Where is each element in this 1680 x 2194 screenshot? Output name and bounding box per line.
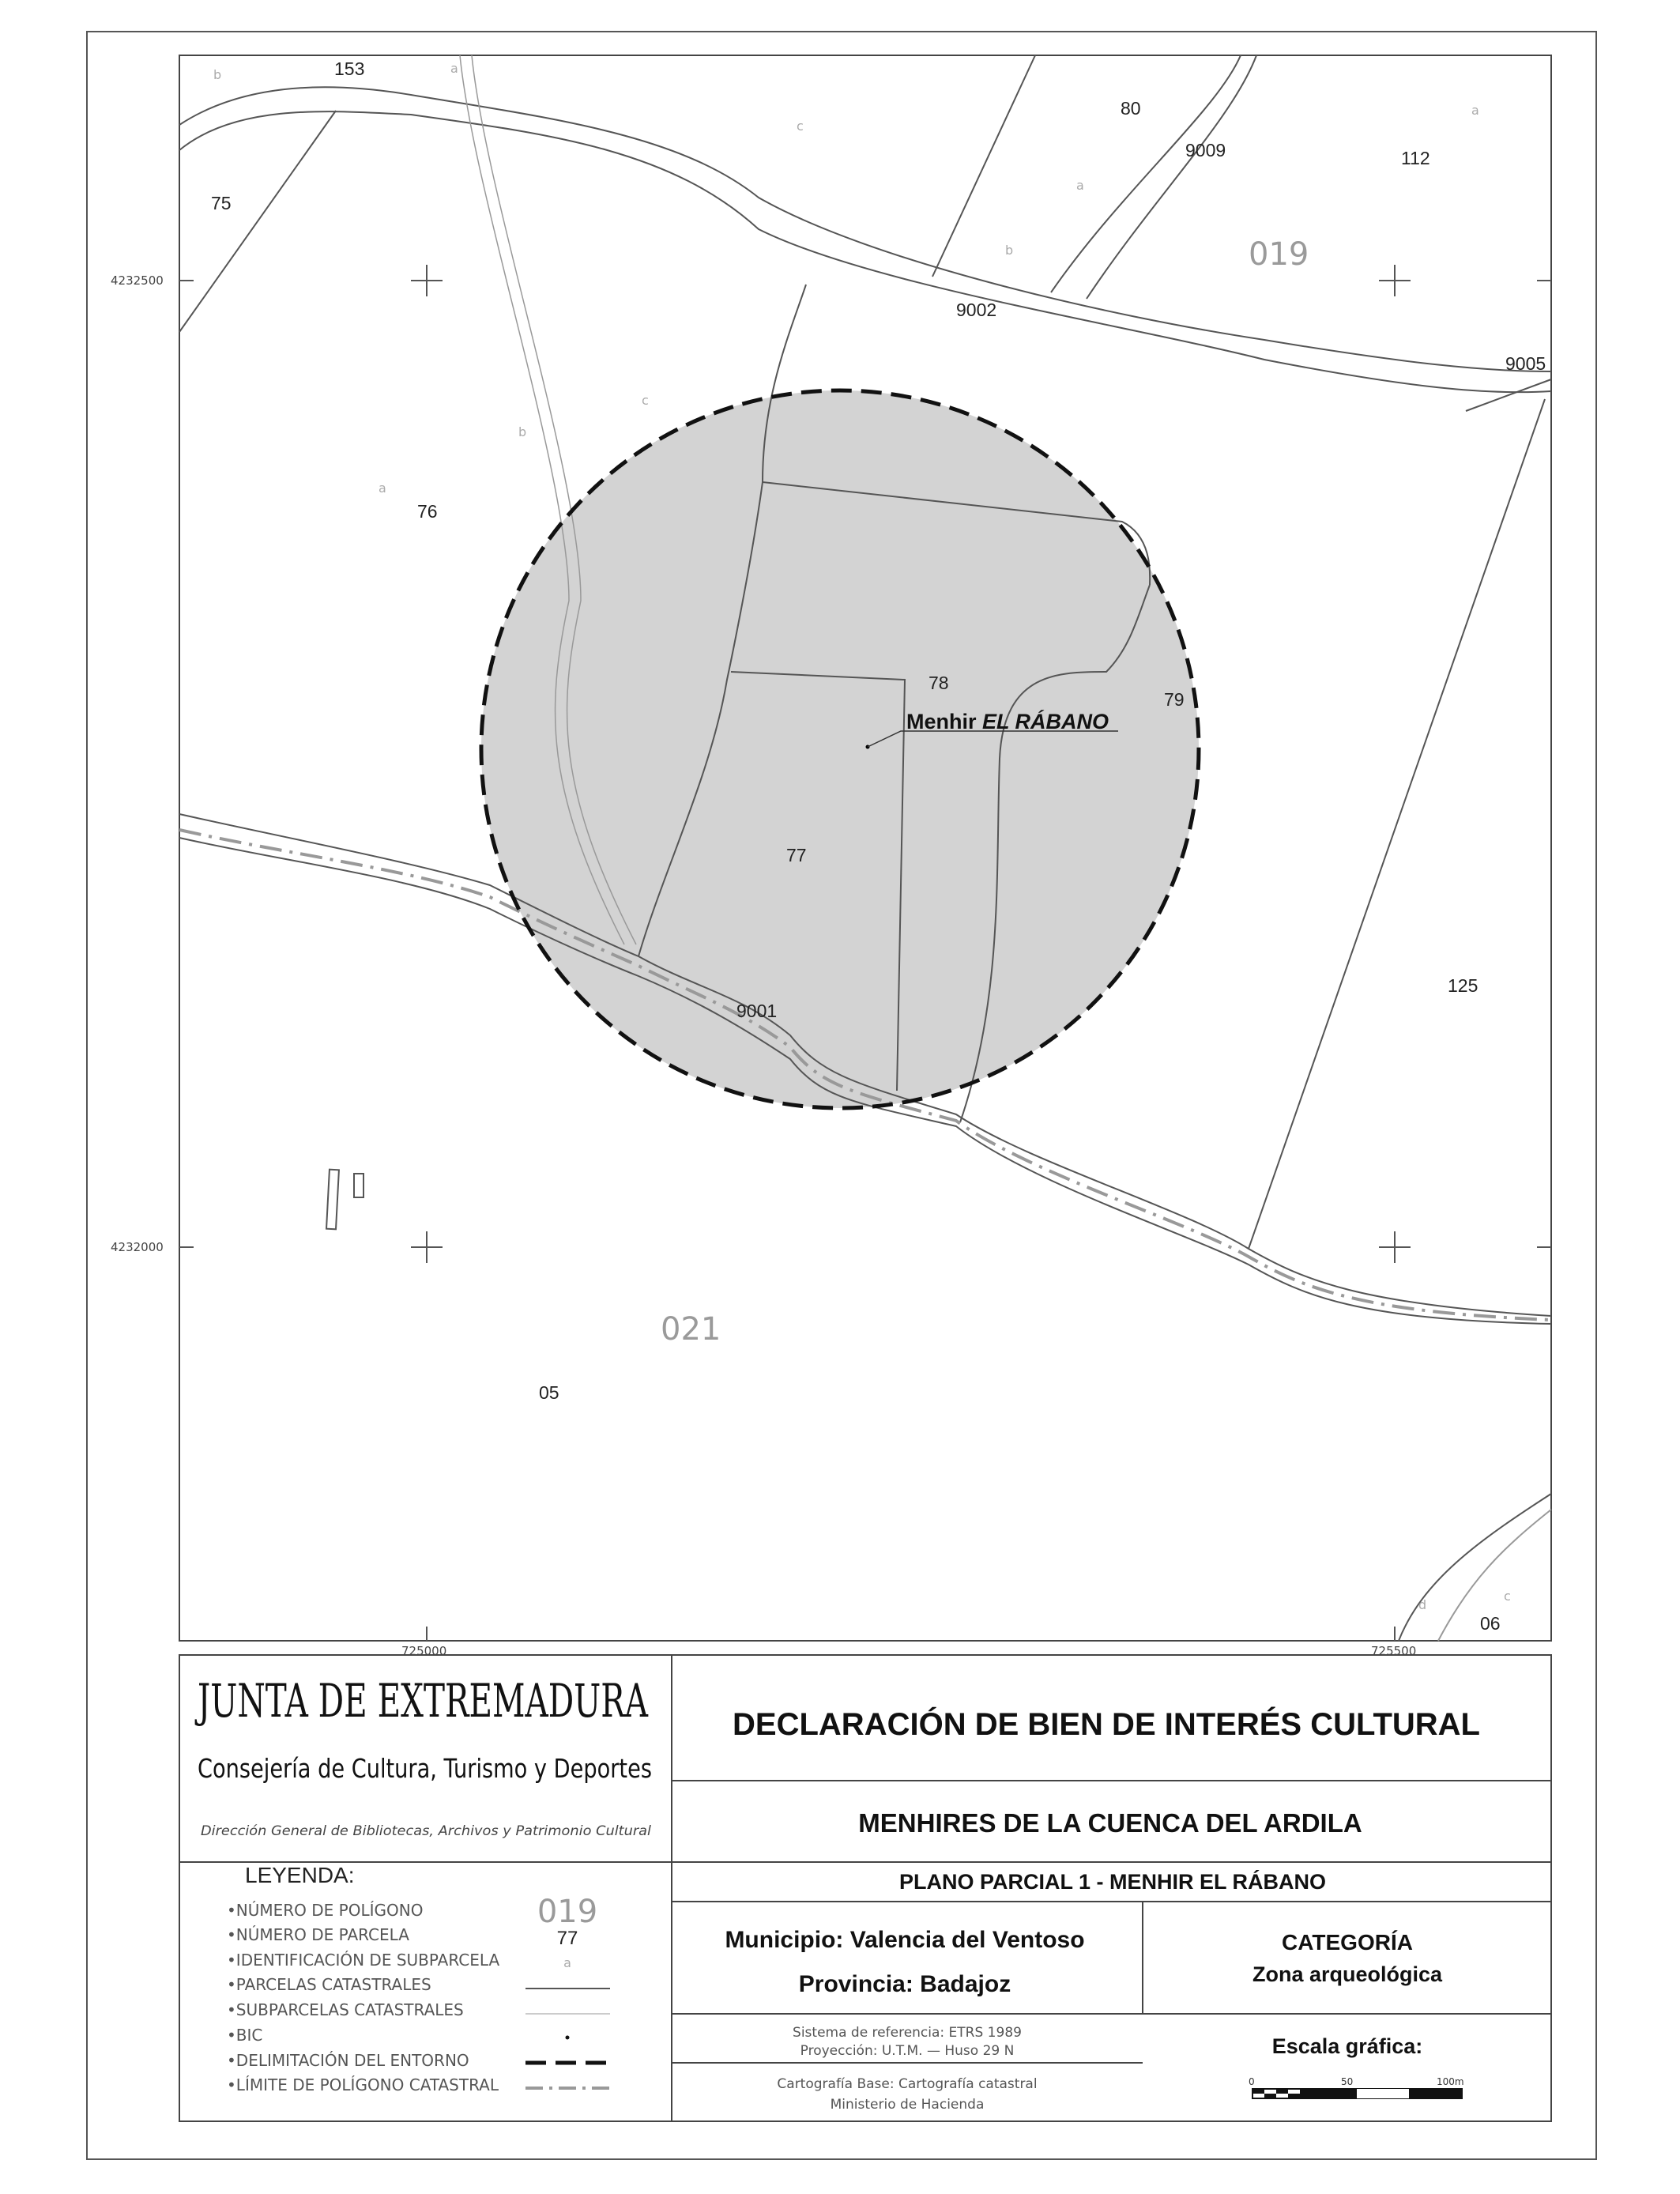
categoria-value: Zona arqueológica	[1252, 1962, 1443, 1986]
legend-sample-polygon: 019	[537, 1894, 598, 1930]
scale-bar-seg	[1252, 2089, 1264, 2094]
scale-tick-label: 50	[1341, 2076, 1354, 2087]
org-name: JUNTA DE EXTREMADURA	[194, 1674, 649, 1728]
parcel-label: 9002	[956, 300, 997, 320]
directorate-name: Dirección General de Bibliotecas, Archivos y Patrimonio Cultural	[201, 1823, 652, 1839]
declaration-title: DECLARACIÓN DE BIEN DE INTERÉS CULTURAL	[733, 1707, 1480, 1742]
base-carto: Cartografía Base: Cartografía catastral	[777, 2076, 1038, 2092]
parcel-label: 79	[1164, 689, 1185, 710]
parcel-label: 9001	[736, 1001, 778, 1021]
legend-sample-subparcel: a	[563, 1955, 571, 1970]
scale-tick-label: 0	[1249, 2076, 1255, 2087]
polygon-label-019: 019	[1249, 236, 1309, 273]
scale-bar-seg	[1409, 2089, 1462, 2098]
categoria-label: CATEGORÍA	[1282, 1930, 1413, 1955]
scale-bar-seg	[1276, 2089, 1288, 2094]
subparcel-label: a	[379, 481, 386, 496]
legend-item-label: •NÚMERO DE POLÍGONO	[227, 1901, 424, 1920]
parcel-label: 125	[1448, 975, 1478, 996]
parcel-label: 9009	[1185, 140, 1226, 160]
parcel-label: 75	[211, 193, 232, 213]
parcel-label: 80	[1121, 98, 1141, 119]
scale-bar-seg	[1264, 2094, 1276, 2098]
scale-label: Escala gráfica:	[1271, 2034, 1423, 2058]
subparcel-label: b	[213, 67, 222, 82]
provincia-text: Provincia: Badajoz	[798, 1971, 1011, 1997]
legend-item-label: •SUBPARCELAS CATASTRALES	[227, 2000, 464, 2019]
scale-bar-seg	[1357, 2089, 1409, 2098]
ministry-name: Consejería de Cultura, Turismo y Deportes	[198, 1753, 652, 1784]
ref-system: Sistema de referencia: ETRS 1989	[793, 2025, 1022, 2041]
legend-sample-parcel: 77	[556, 1928, 578, 1949]
parcel-label: 112	[1401, 148, 1430, 168]
site-label	[906, 709, 1109, 733]
subparcel-label: c	[642, 393, 649, 408]
legend-item-label: •BIC	[227, 2026, 263, 2045]
subparcel-label: c	[1504, 1589, 1511, 1604]
parcel-label: 9005	[1505, 353, 1546, 374]
parcel-label: 153	[334, 58, 365, 79]
coord-x-left: 725000	[401, 1644, 447, 1658]
coord-x-right: 725500	[1371, 1644, 1417, 1658]
base-source: Ministerio de Hacienda	[830, 2097, 985, 2113]
legend-item-label: •NÚMERO DE PARCELA	[227, 1925, 409, 1944]
subparcel-label: a	[1471, 103, 1479, 118]
scale-tick-label: 100m	[1437, 2076, 1464, 2087]
coord-y-bottom: 4232000	[111, 1240, 164, 1254]
scale-bar-seg	[1300, 2089, 1357, 2098]
scale-bar	[1249, 2076, 1464, 2098]
parcel-label: 06	[1480, 1613, 1501, 1634]
subparcel-label: a	[1076, 178, 1084, 193]
municipio-text: Municipio: Valencia del Ventoso	[725, 1927, 1085, 1953]
parcel-label: 78	[929, 673, 949, 693]
subparcel-label: b	[518, 424, 527, 439]
legend-item-label: •LÍMITE DE POLÍGONO CATASTRAL	[227, 2075, 499, 2094]
site-name: EL RÁBANO	[982, 710, 1109, 733]
projection: Proyección: U.T.M. — Huso 29 N	[800, 2043, 1015, 2059]
subparcel-label: d	[1418, 1597, 1427, 1612]
parcel-label: 77	[786, 845, 807, 865]
subparcel-label: a	[450, 61, 458, 76]
parcel-label: 05	[539, 1382, 559, 1403]
site-prefix: Menhir	[906, 710, 977, 733]
map-frame	[111, 55, 1551, 1658]
scale-bar-seg	[1288, 2094, 1300, 2098]
legend-title: LEYENDA:	[245, 1863, 355, 1887]
plan-title: PLANO PARCIAL 1 - MENHIR EL RÁBANO	[898, 1870, 1327, 1894]
subparcel-label: c	[797, 119, 804, 134]
coord-y-top: 4232500	[111, 273, 164, 288]
legend-sample-bic	[566, 2036, 570, 2040]
legend	[227, 1863, 610, 2094]
parcel-label: 76	[417, 501, 438, 522]
subparcel-label: b	[1005, 243, 1014, 258]
legend-item-label: •PARCELAS CATASTRALES	[227, 1975, 431, 1994]
entorno-circle	[481, 390, 1199, 1108]
project-title: MENHIRES DE LA CUENCA DEL ARDILA	[858, 1808, 1362, 1838]
legend-item-label: •IDENTIFICACIÓN DE SUBPARCELA	[227, 1951, 500, 1970]
legend-item-label: •DELIMITACIÓN DEL ENTORNO	[227, 2051, 469, 2070]
polygon-label-021: 021	[661, 1311, 721, 1348]
